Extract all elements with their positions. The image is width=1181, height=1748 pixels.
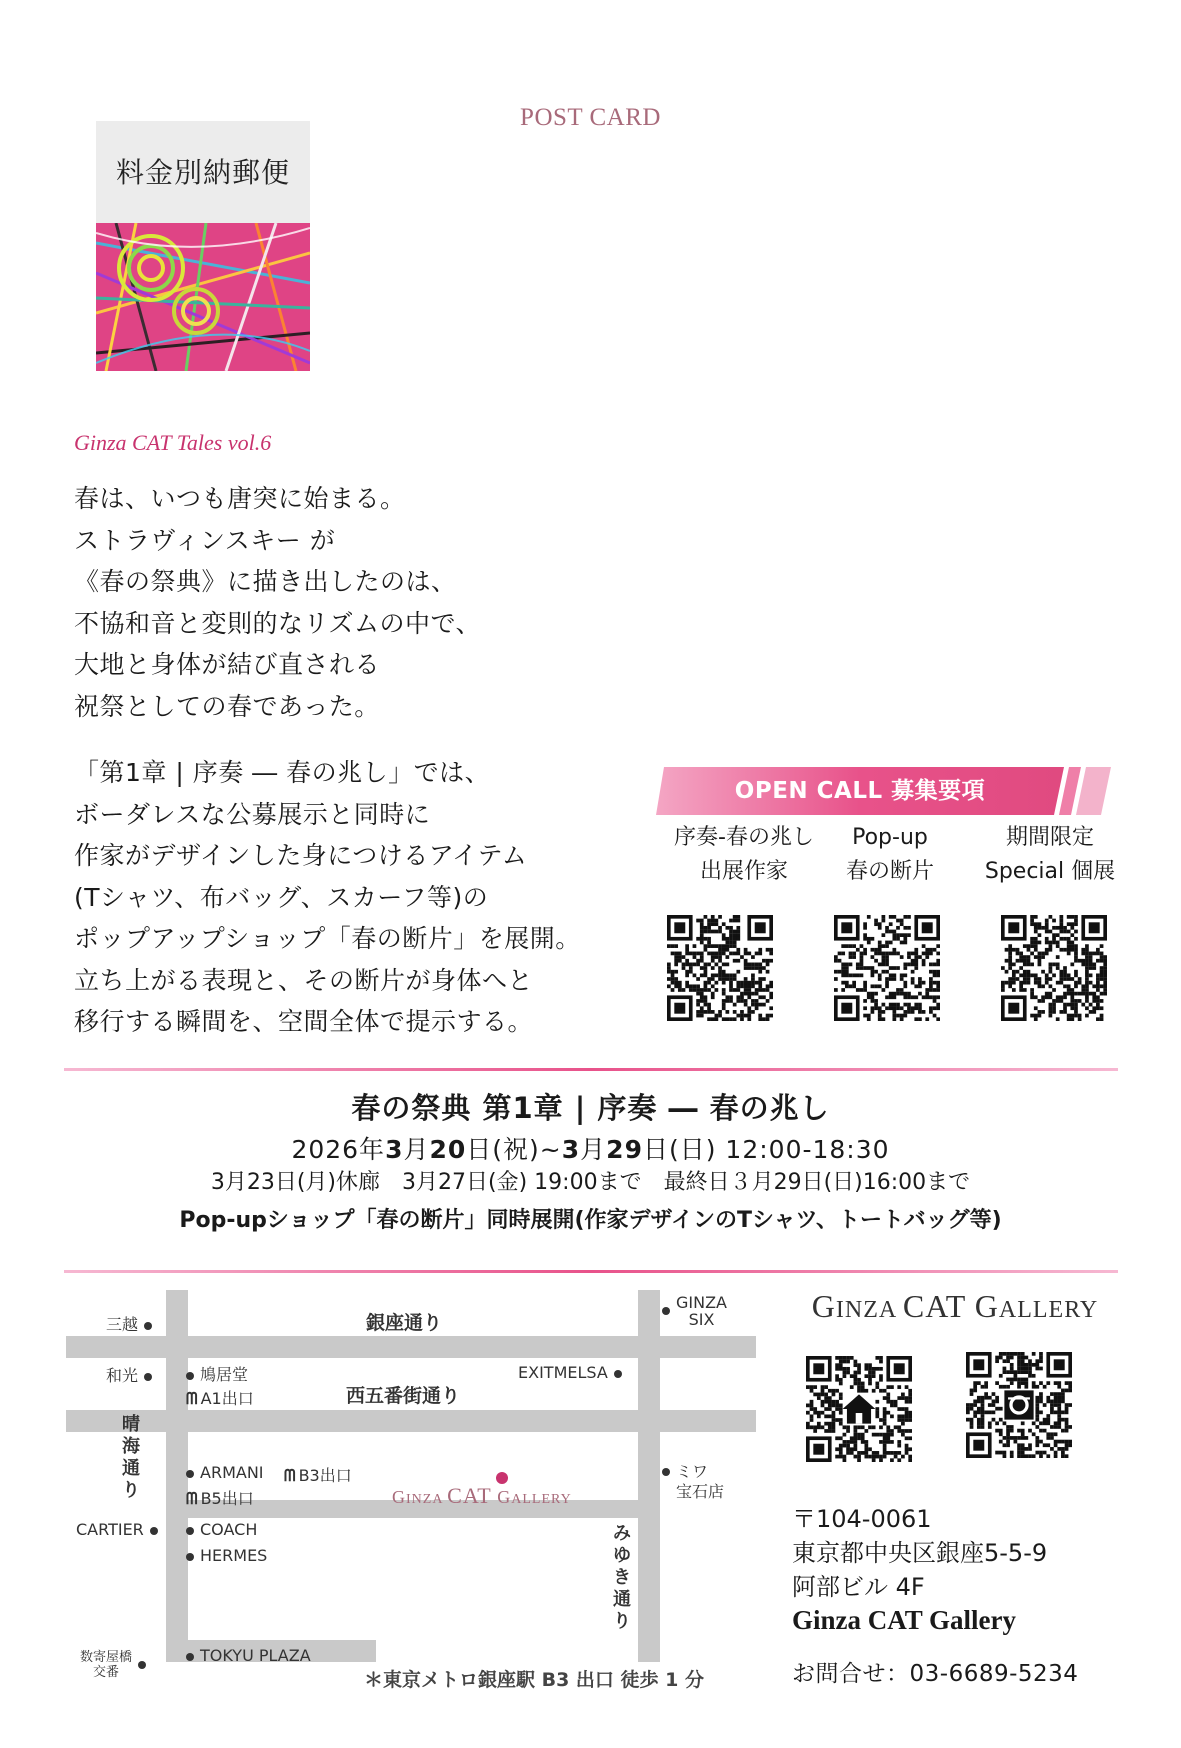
chapter-line: ポップアップショップ「春の断片」を展開。 <box>74 924 581 953</box>
open-call-item-line: 出展作家 <box>699 859 788 884</box>
map-label-coach: COACH <box>186 1520 257 1539</box>
qr-code-icon[interactable] <box>966 1352 1072 1458</box>
open-call-item-line: Special 個展 <box>984 859 1116 884</box>
post-card-header: POST CARD <box>520 104 661 131</box>
intro-paragraph <box>74 478 481 727</box>
chapter-line: ボーダレスな公募展示と同時に <box>74 799 431 829</box>
date-text: 日(祝)~ <box>466 1135 562 1164</box>
chapter-line: (Tシャツ、布バッグ、スカーフ等)の <box>74 882 489 912</box>
map-label-cartier: CARTIER <box>76 1520 158 1539</box>
chapter-line: 移行する瞬間を、空間全体で提示する。 <box>74 1007 534 1036</box>
logo-part: ALLERY <box>511 1492 572 1507</box>
postage-stamp-box <box>96 121 310 371</box>
map-label-hermes: HERMES <box>186 1546 267 1565</box>
map-label-sukiyabashi <box>80 1650 146 1680</box>
logo-part: CAT <box>902 1288 966 1324</box>
chapter-line: 作家がデザインした身につけるアイテム <box>74 841 528 870</box>
logo-part: G <box>811 1288 836 1324</box>
open-call-item-line: 序奏-春の兆し <box>674 825 814 850</box>
address-line: 阿部ビル 4F <box>792 1573 925 1601</box>
gallery-address <box>792 1502 1047 1604</box>
metro-icon: ᗰ <box>284 1466 296 1485</box>
logo-part: G <box>965 1288 999 1324</box>
artwork-image <box>96 223 310 371</box>
date-day: 20 <box>429 1135 467 1164</box>
intro-line: 春は、いつも唐突に始まる。 <box>74 484 406 513</box>
map-label-tokyu-plaza: TOKYU PLAZA <box>186 1646 311 1665</box>
date-text: 月 <box>403 1135 430 1164</box>
map-label-miwa <box>662 1462 724 1502</box>
map-label-sukiyabashi-text: 数寄屋橋 交番 <box>80 1650 133 1680</box>
map-street-miyuki: みゆき通り <box>613 1523 631 1632</box>
event-title: 春の祭典 第1章 | 序奏 ― 春の兆し <box>351 1091 830 1125</box>
date-day: 29 <box>606 1135 643 1164</box>
pink-divider <box>64 1270 1118 1274</box>
map-label-exit-b5 <box>186 1486 254 1509</box>
open-call-item-line: 期間限定 <box>1005 825 1094 850</box>
map-street-nishigoban: 西五番街通り <box>346 1385 461 1407</box>
map-label-armani: ARMANI <box>186 1463 264 1482</box>
map-label-exit-b3-text: B3出口 <box>298 1466 352 1485</box>
postage-paid-label: 料金別納郵便 <box>115 156 290 189</box>
date-year: 2026年 <box>291 1135 386 1164</box>
chapter-line: 立ち上がる表現と、その断片が身体へと <box>74 965 534 995</box>
map-label-kyukyodo: 鳩居堂 <box>186 1362 248 1385</box>
open-call-label: OPEN CALL 募集要項 <box>734 778 986 804</box>
intro-line: 祝祭としての春であった。 <box>74 691 380 721</box>
series-title: Ginza CAT Tales vol.6 <box>74 430 272 455</box>
address-line: 東京都中央区銀座5-5-9 <box>792 1539 1048 1567</box>
logo-part: INZA <box>835 1297 903 1323</box>
qr-code-icon[interactable] <box>806 1356 912 1462</box>
map-gallery-label <box>392 1483 572 1509</box>
date-month: 3 <box>385 1135 404 1164</box>
logo-part: ALLERY <box>998 1297 1099 1323</box>
map-label-exit-b5-text: B5出口 <box>200 1489 254 1508</box>
intro-line: 《春の祭典》に描き出したのは、 <box>74 567 457 596</box>
contact-phone: お問合せ：03-6689-5234 <box>792 1661 1079 1687</box>
date-month: 3 <box>561 1135 581 1164</box>
map-label-exit-a1-text: A1出口 <box>200 1389 254 1408</box>
intro-line: ストラヴィンスキー が <box>74 525 336 555</box>
map-label-exit-b3 <box>284 1463 352 1486</box>
open-call-item-special <box>962 821 1138 889</box>
chapter-paragraph <box>74 752 581 1043</box>
metro-icon: ᗰ <box>186 1389 198 1408</box>
logo-part: INZA <box>406 1492 448 1507</box>
pink-divider <box>64 1068 1118 1072</box>
logo-part: CAT <box>447 1483 492 1508</box>
map-label-exitmelsa: EXITMELSA <box>518 1363 622 1382</box>
popup-notice: Pop-upショップ「春の断片」同時展開(作家デザインのTシャツ、トートバッグ等) <box>179 1208 1002 1233</box>
metro-icon: ᗰ <box>186 1489 198 1508</box>
open-call-item-popup <box>802 821 978 889</box>
map-label-exit-a1 <box>186 1386 254 1409</box>
chapter-line: 「第1章 | 序奏 ― 春の兆し」では、 <box>74 758 491 787</box>
map-label-ginza-six-text: GINZA SIX <box>676 1293 727 1329</box>
access-map <box>66 1290 766 1691</box>
qr-code-icon[interactable] <box>667 915 773 1021</box>
open-call-item-line: Pop-up <box>852 825 928 850</box>
date-text: 日(日) 12:00-18:30 <box>642 1135 890 1164</box>
qr-code-icon[interactable] <box>834 915 940 1021</box>
map-label-miwa-text: ミワ 宝石店 <box>676 1462 725 1501</box>
date-text: 月 <box>580 1135 607 1164</box>
map-street-harumi: 晴海通り <box>122 1414 140 1501</box>
gallery-name: Ginza CAT Gallery <box>792 1605 1016 1635</box>
event-dates <box>0 1130 1181 1166</box>
logo-part: G <box>392 1487 406 1507</box>
map-access-note: ＊東京メトロ銀座駅 B3 出口 徒歩 1 分 <box>364 1669 704 1691</box>
map-label-ginza-six <box>662 1294 727 1328</box>
postal-code: 〒104-0061 <box>792 1505 932 1533</box>
intro-line: 大地と身体が結び直される <box>74 650 381 679</box>
qr-code-icon[interactable] <box>1001 915 1107 1021</box>
logo-part: G <box>491 1487 512 1507</box>
event-hours: 3月23日(月)休廊 3月27日(金) 19:00まで 最終日３月29日(日)16:00まで <box>210 1170 971 1195</box>
map-label-wako: 和光 <box>106 1363 152 1386</box>
map-street-ginza: 銀座通り <box>366 1312 443 1334</box>
intro-line: 不協和音と変則的なリズムの中で、 <box>74 608 482 638</box>
open-call-item-line: 春の断片 <box>845 859 934 884</box>
gallery-logo <box>790 1288 1120 1325</box>
map-label-mitsukoshi: 三越 <box>106 1312 152 1335</box>
open-call-banner <box>656 767 1111 815</box>
